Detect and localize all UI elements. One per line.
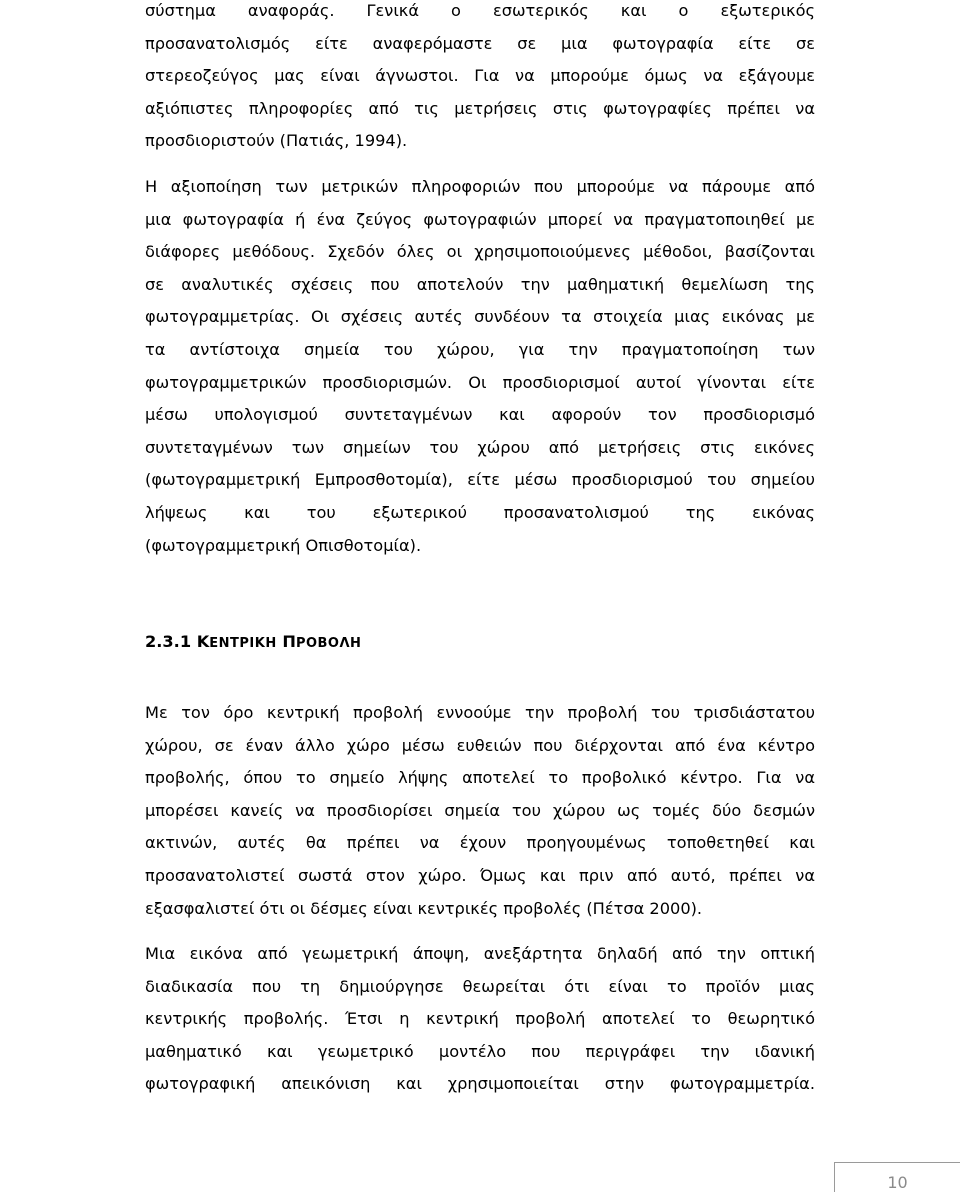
section-number: 2.3.1 (145, 632, 192, 651)
text-line: (φωτογραμμετρική Οπισθοτομία). (145, 535, 422, 555)
text-line: φωτογραμμετρίας. Οι σχέσεις αυτές συνδέουν τα στοιχεία μιας εικόνας με (145, 307, 815, 327)
text-line: τα αντίστοιχα σημεία του χώρου, για την πραγματοποίηση των (145, 339, 815, 359)
text-line: μια φωτογραφία ή ένα ζεύγος φωτογραφιών μπορεί να πραγματοποιηθεί με (145, 209, 815, 229)
text-line: διάφορες μεθόδους. Σχεδόν όλες οι χρησιμοποιούμενες μέθοδοι, βασίζονται (145, 242, 815, 262)
paragraph-geometric-view (145, 938, 815, 1101)
section-title-initial-2: Π (282, 632, 296, 651)
paragraph-metric-information (145, 171, 815, 562)
text-line: εξασφαλιστεί ότι οι δέσμες είναι κεντρικές προβολές (Πέτσα 2000). (145, 898, 703, 918)
text-line: μαθηματικό και γεωμετρικό μοντέλο που περιγράφει την ιδανική (145, 1041, 815, 1061)
text-line: φωτογραφική απεικόνιση και χρησιμοποιείται στην φωτογραμμετρία. (145, 1074, 815, 1094)
text-line: λήψεως και του εξωτερικού προσανατολισμού της εικόνας (145, 502, 815, 522)
text-line: χώρου, σε έναν άλλο χώρο μέσω ευθειών που διέρχονται από ένα κέντρο (145, 735, 815, 755)
text-line: προσανατολισμός είτε αναφερόμαστε σε μια φωτογραφία είτε σε (145, 33, 815, 53)
section-title-initial: Κ (196, 632, 210, 651)
text-line: διαδικασία που τη δημιούργησε θεωρείται ότι είναι το προϊόν μιας (145, 976, 815, 996)
text-line: σύστημα αναφοράς. Γενικά ο εσωτερικός και ο εξωτερικός (145, 1, 815, 20)
page-number: 10 (887, 1173, 908, 1192)
text-line: συντεταγμένων των σημείων του χώρου από μετρήσεις στις εικόνες (145, 437, 815, 457)
paragraph-continuation (145, 0, 815, 158)
section-title-word1: ΕΝΤΡΙΚΗ (209, 636, 277, 651)
text-line: προσδιοριστούν (Πατιάς, 1994). (145, 131, 408, 151)
text-line: Με τον όρο κεντρική προβολή εννοούμε την προβολή του τρισδιάστατου (145, 703, 815, 722)
text-line: (φωτογραμμετρική Εμπροσθοτομία), είτε μέσω προσδιορισμού του σημείου (145, 470, 815, 490)
page-number-box (834, 1162, 960, 1192)
text-line: αξιόπιστες πληροφορίες από τις μετρήσεις στις φωτογραφίες πρέπει να (145, 98, 815, 118)
section-title (197, 632, 362, 651)
paragraph-central-projection-definition (145, 697, 815, 925)
text-line: στερεοζεύγος μας είναι άγνωστοι. Για να μπορούμε όμως να εξάγουμε (145, 66, 815, 86)
text-line: μπορέσει κανείς να προσδιορίσει σημεία του χώρου ως τομές δύο δεσμών (145, 800, 815, 820)
text-line: κεντρικής προβολής. Έτσι η κεντρική προβολή αποτελεί το θεωρητικό (145, 1009, 815, 1029)
text-line: Μια εικόνα από γεωμετρική άποψη, ανεξάρτητα δηλαδή από την οπτική (145, 944, 815, 963)
text-line: Η αξιοποίηση των μετρικών πληροφοριών που μπορούμε να πάρουμε από (145, 177, 815, 196)
text-line: προσανατολιστεί σωστά στον χώρο. Όμως και πριν από αυτό, πρέπει να (145, 865, 815, 885)
text-line: προβολής, όπου το σημείο λήψης αποτελεί το προβολικό κέντρο. Για να (145, 768, 815, 788)
text-line: φωτογραμμετρικών προσδιορισμών. Οι προσδιορισμοί αυτοί γίνονται είτε (145, 372, 815, 392)
text-line: ακτινών, αυτές θα πρέπει να έχουν προηγουμένως τοποθετηθεί και (145, 833, 815, 853)
section-heading (145, 630, 361, 656)
section-title-word2: ΡΟΒΟΛΗ (295, 636, 362, 651)
text-line: μέσω υπολογισμού συντεταγμένων και αφορούν τον προσδιορισμό (145, 405, 815, 425)
text-line: σε αναλυτικές σχέσεις που αποτελούν την μαθηματική θεμελίωση της (145, 274, 815, 294)
